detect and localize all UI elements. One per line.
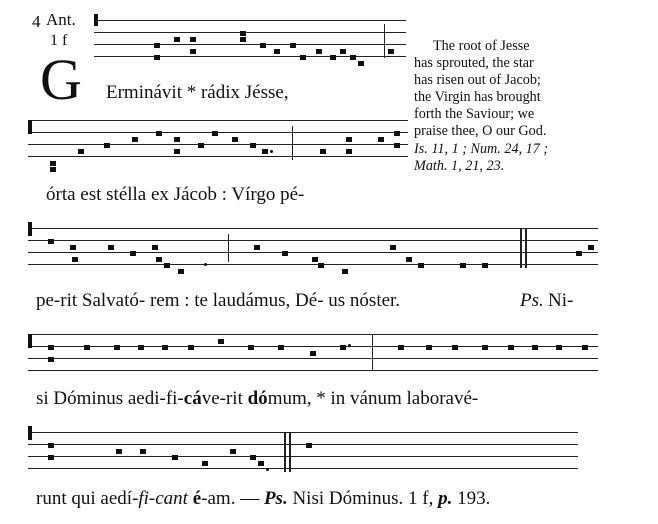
scripture-reference: Is. 11, 1 ; Num. 24, 17 ; (414, 141, 549, 157)
lyric-segment: -am. — (201, 488, 264, 509)
lyric-segment: runt qui aedí- (36, 488, 139, 509)
bar-line (384, 24, 385, 58)
neume (240, 37, 246, 42)
double-bar-line (289, 432, 291, 472)
lyric-segment: Nisi Dóminus. 1 f, (287, 488, 439, 509)
bar-line (292, 126, 293, 160)
bar-line (228, 234, 229, 262)
neume (250, 143, 256, 148)
neume (556, 345, 562, 350)
lyric-segment: mum, * in vánum laboravé- (267, 388, 479, 409)
mora-dot (270, 150, 273, 153)
neume (174, 137, 180, 142)
lyric-segment: ve-rit (201, 388, 248, 409)
bar-line (372, 334, 373, 370)
neume (426, 345, 432, 350)
double-bar-line (525, 228, 527, 268)
neume (532, 345, 538, 350)
scripture-reference: Math. 1, 21, 23. (414, 158, 505, 174)
neume (174, 37, 180, 42)
mora-dot (204, 263, 207, 266)
translation-line: has sprouted, the star (414, 55, 534, 71)
neume (350, 55, 356, 60)
lyric-line-4 (36, 388, 478, 410)
translation-line: praise thee, O our God. (414, 123, 547, 139)
neume (398, 345, 404, 350)
neume (258, 461, 264, 466)
neume (248, 345, 254, 350)
neume (48, 345, 54, 350)
neume (306, 443, 312, 448)
do-clef (28, 426, 32, 440)
staff-5 (28, 432, 578, 480)
lyric-line-1: Erminávit * rádix Jésse, (106, 82, 289, 103)
neume (48, 443, 54, 448)
neume (378, 137, 384, 142)
do-clef (28, 334, 32, 348)
neume (418, 263, 424, 268)
neume (576, 251, 582, 256)
neume (212, 131, 218, 136)
neume (154, 43, 160, 48)
translation-line: has risen out of Jacob; (414, 72, 541, 88)
neume (156, 131, 162, 136)
do-clef (94, 14, 98, 26)
neume (290, 43, 296, 48)
antiphon-label: Ant. (46, 10, 76, 29)
neume (388, 49, 394, 54)
neume (582, 345, 588, 350)
neume (394, 131, 400, 136)
lyric-line-5 (36, 488, 490, 510)
neume (508, 345, 514, 350)
neume (154, 55, 160, 60)
neume (460, 263, 466, 268)
neume (218, 339, 224, 344)
staff-1 (94, 20, 406, 70)
double-bar-line (520, 228, 522, 268)
neume (330, 55, 336, 60)
neume (260, 43, 266, 48)
neume (178, 269, 184, 274)
neume (174, 149, 180, 154)
neume (84, 345, 90, 350)
neume (70, 245, 76, 250)
lyric-line-3-tail: Ni- (548, 290, 574, 311)
neume (138, 345, 144, 350)
neume (358, 61, 364, 66)
neume (50, 167, 56, 172)
psalm-abbrev: Ps. (520, 290, 544, 311)
translation-line: forth the Saviour; we (414, 106, 535, 122)
double-bar-line (284, 432, 286, 472)
neume (140, 449, 146, 454)
neume (452, 345, 458, 350)
neume (190, 37, 196, 42)
neume (116, 449, 122, 454)
neume (50, 161, 56, 166)
neume (250, 455, 256, 460)
neume (346, 149, 352, 154)
neume (104, 143, 110, 148)
staff-4 (28, 334, 598, 382)
neume (406, 257, 412, 262)
neume (340, 345, 346, 350)
neume (48, 239, 54, 244)
neume (316, 49, 322, 54)
neume (390, 245, 396, 250)
do-clef (28, 222, 32, 236)
psalm-abbrev: Ps. (263, 488, 288, 509)
mode-label: 1 f (50, 32, 68, 49)
lyric-segment: 193. (452, 488, 491, 509)
lyric-italic: fi-cant (138, 488, 188, 509)
neume (48, 357, 54, 362)
neume (262, 149, 268, 154)
lyric-segment: si Dóminus aedi-fi- (36, 388, 184, 409)
neume (230, 449, 236, 454)
neume (482, 263, 488, 268)
neume (202, 461, 208, 466)
lyric-line-3: pe-rit Salvató- rem : te laudámus, Dé- us nóster. (36, 290, 401, 311)
neume (190, 49, 196, 54)
staff-3 (28, 228, 598, 280)
neume (274, 49, 280, 54)
neume (278, 345, 284, 350)
neume (318, 263, 324, 268)
lyric-accent: dó (247, 388, 268, 409)
translation-line: the Virgin has brought (414, 89, 541, 105)
mora-dot (266, 468, 269, 471)
neume (162, 345, 168, 350)
neume (198, 143, 204, 148)
mora-dot (348, 344, 351, 347)
neume (156, 257, 162, 262)
initial-letter: G (40, 47, 82, 112)
neume (240, 31, 246, 36)
neume (164, 263, 170, 268)
neume (310, 351, 316, 356)
neume (232, 137, 238, 142)
neume (132, 137, 138, 142)
neume (340, 49, 346, 54)
lyric-accent: é (192, 488, 202, 509)
neume (78, 149, 84, 154)
neume (72, 257, 78, 262)
neume (394, 143, 400, 148)
neume (188, 345, 194, 350)
neume (172, 455, 178, 460)
lyric-line-2: órta est stélla ex Jácob : Vírgo pé- (46, 184, 305, 205)
staff-2 (28, 120, 408, 172)
neume (482, 345, 488, 350)
neume (282, 251, 288, 256)
neume (108, 245, 114, 250)
neume (588, 245, 594, 250)
lyric-accent: cá (183, 388, 202, 409)
neume (114, 345, 120, 350)
neume (312, 257, 318, 262)
neume (300, 55, 306, 60)
neume (254, 245, 260, 250)
neume (320, 149, 326, 154)
do-clef (28, 120, 32, 134)
translation-line: The root of Jesse (433, 38, 530, 54)
neume (346, 137, 352, 142)
neume (342, 269, 348, 274)
neume (48, 455, 54, 460)
neume (130, 251, 136, 256)
page-abbrev: p. (438, 488, 453, 509)
antiphon-number: 4 (32, 12, 41, 31)
neume (152, 245, 158, 250)
